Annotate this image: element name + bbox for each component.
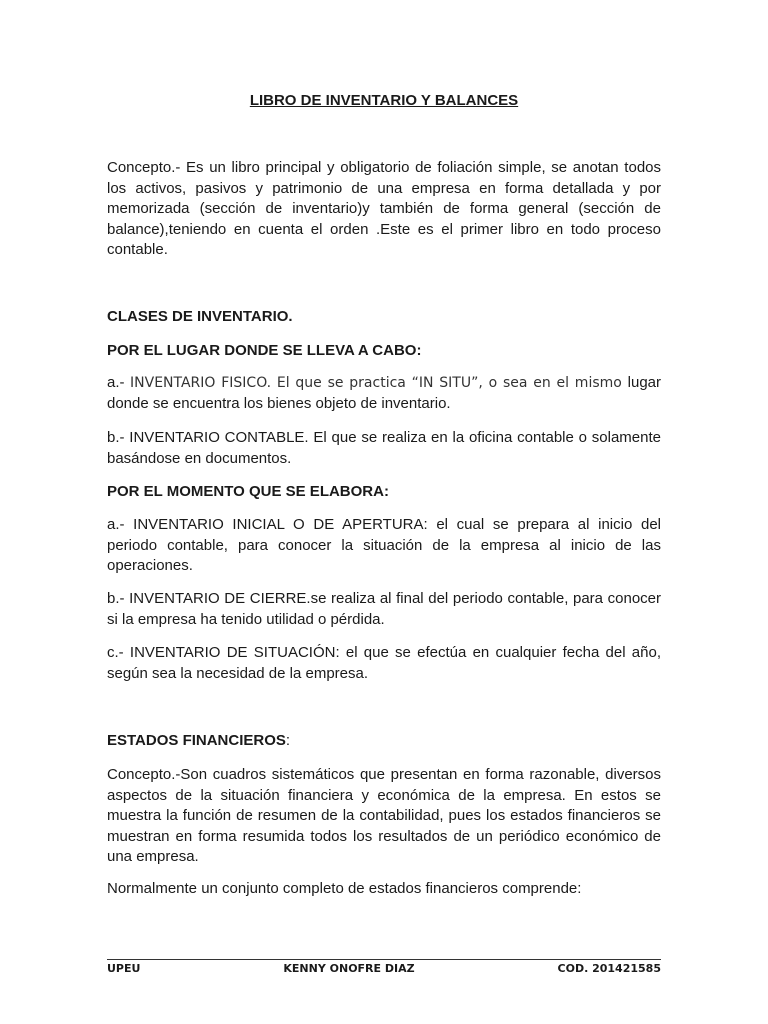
lugar-item-b: b.- INVENTARIO CONTABLE. El que se realiza en la oficina contable o solamente basándose en documentos.: [107, 429, 661, 467]
footer-institution: UPEU: [107, 962, 141, 975]
estados-heading: [107, 731, 661, 751]
concepto-paragraph-1: Concepto.- Es un libro principal y obligatorio de foliación simple, se anotan todos los activos, pasivos y patrimonio de una empresa en forma detallada y por memorizada (sección de inventario)y también de forma general (sección de balance),teniendo en cuenta el orden .Este es el primer libro en todo proceso contable.: [107, 159, 661, 258]
estados-heading-colon: :: [285, 732, 291, 749]
footer-code: COD. 201421585: [557, 962, 661, 975]
document-title: LIBRO DE INVENTARIO Y BALANCES: [249, 92, 519, 109]
lugar-item-a: [107, 373, 661, 414]
lugar-heading: POR EL LUGAR DONDE SE LLEVA A CABO:: [107, 342, 422, 359]
lugar-item-a-rest: lugar donde se encuentra los bienes objeto de inventario.: [107, 374, 661, 412]
concepto-paragraph-2: Concepto.-Son cuadros sistemáticos que presentan en forma razonable, diversos aspectos de la situación financiera y económica de la empresa. En estos se muestra la función de resumen de la contabilidad, pues los estados financieros se muestran en forma resumida todos los resultados de un periódico económico de una empresa.: [107, 766, 661, 865]
lugar-item-a-thin: INVENTARIO FISICO. El que se practica “IN SITU”, o sea en el mismo: [130, 375, 628, 391]
lugar-item-a-prefix: a.-: [107, 374, 131, 391]
footer-divider: [107, 959, 661, 960]
momento-heading: POR EL MOMENTO QUE SE ELABORA:: [107, 483, 389, 500]
momento-item-b: b.- INVENTARIO DE CIERRE.se realiza al final del periodo contable, para conocer si la empresa ha tenido utilidad o pérdida.: [107, 590, 661, 628]
momento-item-c: c.- INVENTARIO DE SITUACIÓN: el que se efectúa en cualquier fecha del año, según sea la necesidad de la empresa.: [107, 644, 661, 682]
clases-heading: CLASES DE INVENTARIO.: [107, 308, 293, 325]
footer-author: KENNY ONOFRE DIAZ: [283, 962, 415, 975]
normalmente-paragraph: Normalmente un conjunto completo de estados financieros comprende:: [107, 880, 582, 897]
page-footer: [107, 962, 661, 975]
momento-item-a: a.- INVENTARIO INICIAL O DE APERTURA: el cual se prepara al inicio del periodo contable, para conocer la situación de la empresa al inicio de las operaciones.: [107, 516, 661, 574]
estados-heading-text: ESTADOS FINANCIEROS: [107, 732, 286, 749]
